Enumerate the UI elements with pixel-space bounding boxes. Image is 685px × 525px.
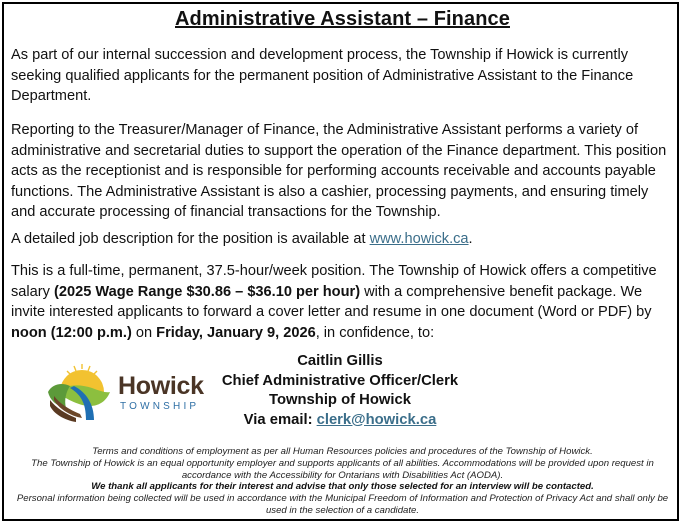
footer-notice	[6, 446, 679, 517]
on-text: on	[131, 324, 157, 341]
wage-range: (2025 Wage Range $30.86 – $36.10 per hour)	[53, 283, 361, 300]
email-label: Via email:	[243, 411, 317, 428]
intro-paragraph: As part of our internal succession and development process, the Township if Howick is currently seeking qualified applicants for the permanent position of Administrative Assistant to the Finance Department.	[11, 47, 634, 104]
confidence-text: , in confidence, to:	[315, 324, 435, 341]
application-text: with a comprehensive benefit package. We invite interested applicants to forward a cover letter and resume in one document (Word or PDF) by	[11, 283, 652, 320]
position-details-paragraph	[11, 261, 676, 343]
contact-organization: Township of Howick	[269, 392, 411, 408]
contact-role: Chief Administrative Officer/Clerk	[221, 372, 459, 389]
period: .	[468, 231, 473, 247]
job-description-text: A detailed job description for the position is available at	[11, 231, 370, 247]
job-description-paragraph	[11, 229, 676, 250]
howick-emblem-icon	[46, 362, 118, 426]
logo-wordmark: Howick	[118, 372, 204, 400]
footer-equal-opportunity: The Township of Howick is an equal opportunity employer and supports applicants of all abilities. Accommodations will be provided upon request in accordance with the Accessibility for Ontarians with Disabilities Act (AODA).	[31, 457, 654, 481]
deadline-time: noon (12:00 p.m.)	[11, 324, 132, 341]
footer-privacy: Personal information being collected will be used in accordance with the Municipal Freedom of Information and Protection of Privacy Act and shall only be used in the selection of a candidate.	[16, 493, 669, 516]
page-title: Administrative Assistant – Finance	[175, 8, 510, 30]
website-link[interactable]: www.howick.ca	[369, 231, 469, 247]
footer-terms: Terms and conditions of employment as per all Human Resources policies and procedures of the Township of Howick.	[92, 446, 593, 457]
footer-thanks: We thank all applicants for their interest and advise that only those selected for an interview will be contacted.	[91, 481, 594, 493]
email-link[interactable]: clerk@howick.ca	[316, 411, 437, 428]
contact-block	[200, 352, 480, 430]
logo-subtitle: TOWNSHIP	[120, 401, 200, 412]
contact-email-line	[200, 411, 480, 431]
howick-township-logo	[46, 362, 206, 426]
contact-name: Caitlin Gillis	[297, 353, 383, 369]
position-text: This is a full-time, permanent, 37.5-hour/week position. The Township of Howick offers a competitive salary	[11, 263, 657, 300]
duties-paragraph: Reporting to the Treasurer/Manager of Finance, the Administrative Assistant performs a variety of administrative and secretarial duties to support the operation of the Finance department. This position acts as the receptionist and is responsible for performing accounts receivable and accounts payable functions. The Administrative Assistant is also a cashier, processing payments, and ensuring timely and accurate processing of financial transactions for the Township.	[11, 122, 667, 220]
deadline-date: Friday, January 9, 2026	[156, 324, 316, 341]
